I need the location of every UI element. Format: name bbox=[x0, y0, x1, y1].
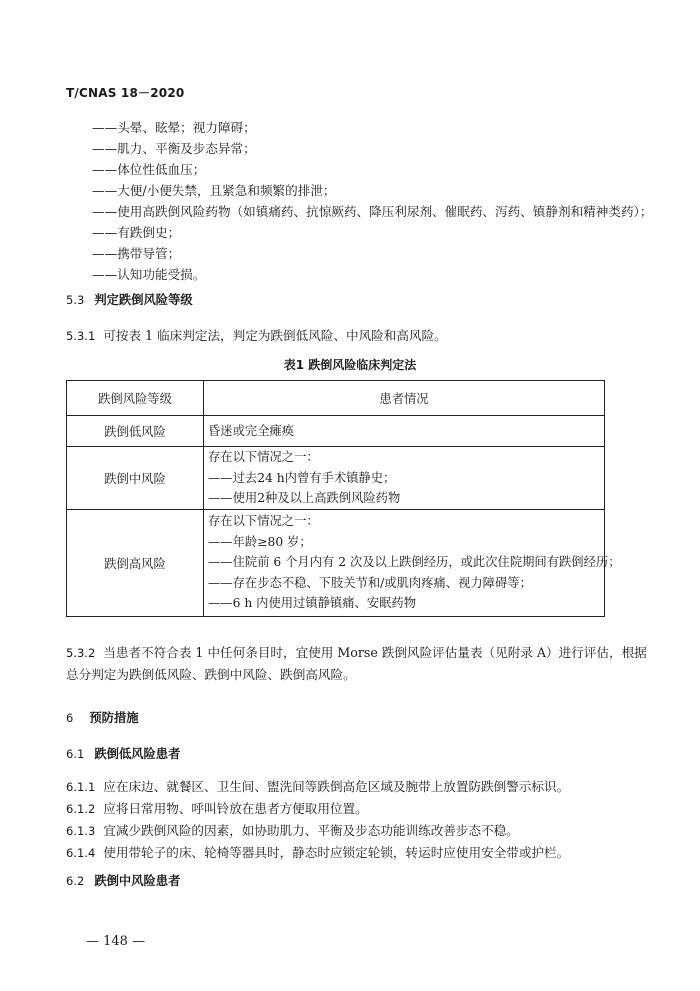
clause-text: 应在床边、就餐区、卫生间、盥洗间等跌倒高危区域及腕带上放置防跌倒警示标识。 bbox=[103, 779, 570, 794]
table-row bbox=[67, 509, 605, 616]
section-heading-6 bbox=[66, 708, 139, 726]
clause-text: 宜减少跌倒风险的因素，如协助肌力、平衡及步态功能训练改善步态不稳。 bbox=[103, 823, 519, 838]
condition-line: ——住院前 6 个月内有 2 次及以上跌倒经历，或此次住院期间有跌倒经历； bbox=[208, 555, 621, 570]
risk-level-cell: 跌倒中风险 bbox=[67, 447, 204, 510]
condition-line: ——使用2种及以上高跌倒风险药物 bbox=[208, 491, 401, 505]
condition-line: ——6 h 内使用过镇静镇痛、安眠药物 bbox=[208, 596, 417, 611]
section-number: 6.2 bbox=[66, 874, 85, 888]
section-title: 判定跌倒风险等级 bbox=[94, 293, 193, 307]
risk-factor-item: ——认知功能受损。 bbox=[92, 267, 206, 282]
clause-number: 6.1.2 bbox=[66, 802, 96, 816]
fall-risk-table bbox=[66, 380, 621, 617]
condition-line: ——存在步态不稳、下肢关节和/或肌肉疼痛、视力障碍等； bbox=[208, 575, 532, 590]
section-number: 5.3 bbox=[66, 293, 85, 307]
paragraph-5-3-2-line1 bbox=[66, 642, 647, 661]
risk-factor-item: ——有跌倒史； bbox=[92, 225, 181, 240]
clause-6-1-4 bbox=[66, 842, 569, 861]
paragraph-5-3-1 bbox=[66, 325, 447, 344]
condition-cell bbox=[204, 416, 605, 447]
risk-factor-item: ——头晕、眩晕；视力障碍； bbox=[92, 120, 256, 135]
section-heading-5-3 bbox=[66, 290, 193, 308]
page-number: — 148 — bbox=[86, 934, 146, 949]
clause-6-1-2 bbox=[66, 798, 368, 817]
risk-level-cell: 跌倒高风险 bbox=[67, 509, 204, 616]
condition-line: 存在以下情况之一： bbox=[208, 450, 319, 464]
condition-cell bbox=[204, 509, 621, 616]
column-header: 患者情况 bbox=[204, 381, 605, 416]
risk-factor-item: ——携带导管； bbox=[92, 246, 181, 261]
condition-cell bbox=[204, 447, 605, 510]
condition-line: ——过去24 h内曾有手术镇静史； bbox=[208, 470, 396, 485]
clause-text: 应将日常用物、呼叫铃放在患者方便取用位置。 bbox=[103, 801, 368, 816]
clause-number: 5.3.2 bbox=[66, 646, 96, 660]
risk-factor-item: ——使用高跌倒风险药物（如镇痛药、抗惊厥药、降压利尿剂、催眠药、泻药、镇静剂和精神类药）； bbox=[92, 204, 653, 219]
clause-text: 当患者不符合表 1 中任何条目时，宜使用 Morse 跌倒风险评估量表（见附录 A）进行评估，根据 bbox=[103, 645, 647, 660]
clause-6-1-3 bbox=[66, 820, 519, 839]
table-row bbox=[67, 416, 605, 447]
table-caption: 表1 跌倒风险临床判定法 bbox=[283, 358, 417, 372]
clause-number: 6.1.3 bbox=[66, 824, 96, 838]
column-header: 跌倒风险等级 bbox=[67, 381, 204, 416]
section-title: 跌倒中风险患者 bbox=[94, 874, 181, 888]
section-number: 6.1 bbox=[66, 747, 85, 761]
document-header-id: T/CNAS 18－2020 bbox=[66, 86, 185, 100]
clause-number: 5.3.1 bbox=[66, 329, 96, 343]
condition-line: 昏迷或完全瘫痪 bbox=[208, 423, 295, 438]
table-row bbox=[67, 447, 605, 510]
section-heading-6-2 bbox=[66, 871, 180, 889]
table-header-row bbox=[67, 381, 605, 416]
section-title: 跌倒低风险患者 bbox=[94, 747, 181, 761]
condition-line: 存在以下情况之一： bbox=[208, 514, 319, 529]
section-heading-6-1 bbox=[66, 744, 180, 762]
section-title: 预防措施 bbox=[89, 711, 139, 725]
section-number: 6 bbox=[66, 711, 74, 725]
risk-level-cell: 跌倒低风险 bbox=[67, 416, 204, 447]
risk-factor-item: ——大便/小便失禁，且紧急和频繁的排泄； bbox=[92, 183, 336, 198]
condition-line: ——年龄≥80 岁； bbox=[208, 534, 312, 549]
risk-factor-list bbox=[92, 117, 652, 285]
clause-text: 使用带轮子的床、轮椅等器具时，静态时应锁定轮锁，转运时应使用安全带或护栏。 bbox=[103, 845, 570, 860]
clause-number: 6.1.1 bbox=[66, 780, 96, 794]
clause-number: 6.1.4 bbox=[66, 846, 96, 860]
clause-text: 可按表 1 临床判定法，判定为跌倒低风险、中风险和高风险。 bbox=[103, 328, 447, 343]
paragraph-5-3-2-line2: 总分判定为跌倒低风险、跌倒中风险、跌倒高风险。 bbox=[66, 667, 356, 682]
risk-factor-item: ——体位性低血压； bbox=[92, 162, 206, 177]
clause-6-1-1 bbox=[66, 776, 569, 795]
risk-factor-item: ——肌力、平衡及步态异常； bbox=[92, 141, 256, 156]
